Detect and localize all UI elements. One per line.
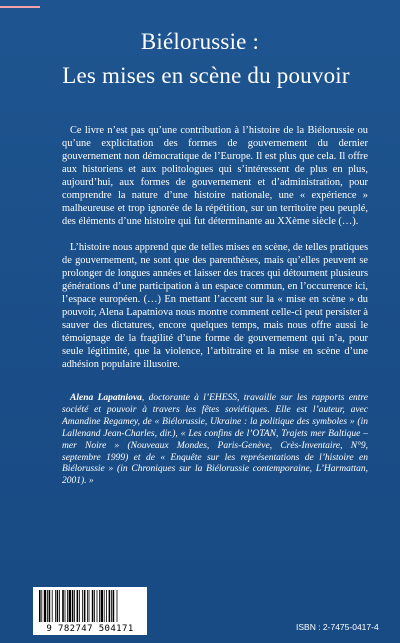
barcode-bar: [82, 590, 83, 622]
barcode-bar: [55, 590, 56, 622]
barcode-bar: [47, 590, 48, 622]
barcode-bar: [57, 590, 59, 622]
barcode-bar: [87, 590, 88, 622]
barcode-bar: [69, 590, 71, 622]
title-line-1: Biélorussie :: [140, 29, 260, 54]
barcode: [33, 587, 147, 635]
barcode-bar: [111, 590, 112, 622]
barcode-bar: [65, 590, 66, 622]
top-accent-rule: [0, 6, 40, 8]
barcode-bar: [72, 590, 74, 622]
barcode-bar: [84, 590, 86, 622]
author-bio-text: , doctorante à l’EHESS, travaille sur les rapports entre société et pouvoir à travers les fêtes soviétiques. Elle est l’auteur, avec Amandine Regamey, de « Biélorussie, Ukraine : la politique des symboles » (in Lallenand Jean-Charles, dir.), « Les confins de l’OTAN, Trajets mer Baltique – mer Noire » (Nouveaux Mondes, Paris-Genève, Crès-Inventaire, N°9, septembre 1999) et de « Enquête sur les représentations de l’histoire en Biélorussie » (in Chroniques sur la Biélorussie contemporaine, L’Harmattan, 2001). »: [62, 393, 368, 487]
blurb-paragraph-2: [62, 241, 368, 371]
author-name: Alena Lapatniova: [70, 393, 142, 403]
barcode-bar: [104, 590, 105, 622]
barcode-bar: [99, 590, 100, 622]
barcode-bar: [39, 590, 41, 622]
barcode-bar: [89, 590, 90, 622]
barcode-digits: 9 782747 504171: [46, 624, 134, 634]
blurb-text-1: Ce livre n’est pas qu’une contribution à l’histoire de la Biélorussie ou qu’une explicitation des formes de gouvernement du dernier gouvernement non démocratique de l’Europe. Il est plus que cela. Il offre aux historiens et aux politologues qui s’intéressent de plus en plus, aujourd’hui, aux formes de gouvernement et d’administration, pour comprendre la nature d’une histoire nationale, une « expérience » malheureuse et trop ignorée de la répétition, sur un territoire peu peuplé, des éléments d’une histoire qui fut déterminante au XXème siècle (…).: [62, 125, 368, 228]
barcode-bar: [101, 590, 103, 622]
barcode-bar: [49, 590, 51, 622]
barcode-bar: [59, 590, 60, 622]
blurb-text-2: L’histoire nous apprend que de telles mises en scène, de telles pratiques de gouvernement, ne sont que des parenthèses, mais qu’elles peuvent se prolonger de longues années et laisser des traces qui détournent plusieurs générations d’une participation à un espace commun, en l’occurrence ici, l’espace européen. (…) En mettant l’accent sur la « mise en scène » du pouvoir, Alena Lapatniova nous montre comment celle-ci peut persister à sauver des dictatures, encore quelques temps, mais nous offre aussi le témoignage de la fragilité d’une forme de gouvernement qui n’a, pour seule légitimité, que la violence, l’arbitraire et la mise en scène d’une adhésion populaire illusoire.: [62, 242, 368, 371]
barcode-bar: [77, 590, 79, 622]
barcode-bar: [74, 590, 75, 622]
blurb-paragraph-1: [62, 124, 368, 228]
barcode-bar: [97, 590, 98, 622]
barcode-bar: [92, 590, 94, 622]
barcode-bar: [79, 590, 80, 622]
barcode-bars: [37, 590, 143, 622]
barcode-bar: [62, 590, 64, 622]
barcode-bar: [117, 590, 118, 622]
barcode-bar: [52, 590, 53, 622]
title-line-2: Les mises en scène du pouvoir: [62, 63, 350, 88]
barcode-bar: [44, 590, 46, 622]
barcode-bar: [113, 590, 115, 622]
barcode-bar: [67, 590, 68, 622]
author-bio: [62, 393, 368, 488]
barcode-bar: [41, 590, 42, 622]
barcode-bar: [106, 590, 107, 622]
isbn-label: ISBN : 2-7475-0417-4: [296, 622, 379, 632]
barcode-bar: [94, 590, 95, 622]
barcode-bar: [109, 590, 111, 622]
